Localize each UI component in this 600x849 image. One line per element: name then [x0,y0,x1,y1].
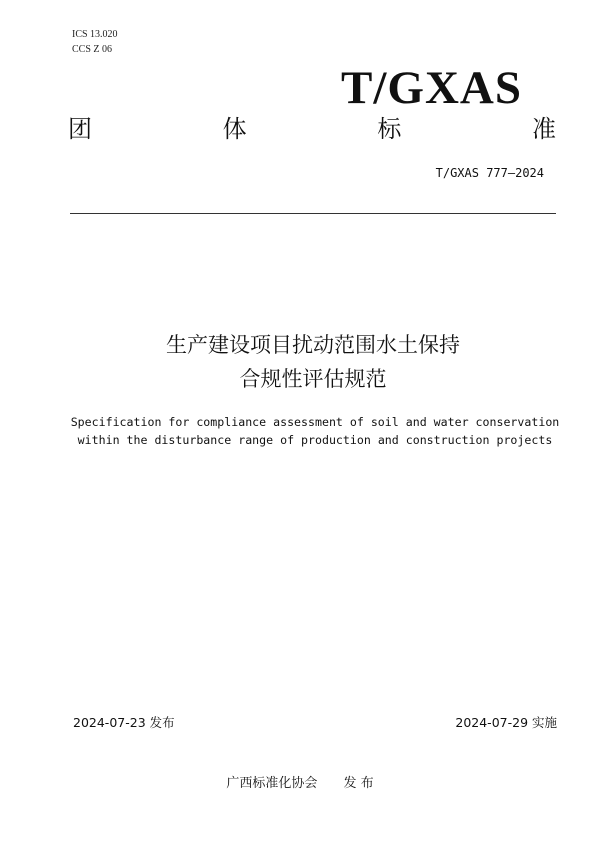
standard-type-char-3: 标 [377,115,402,143]
standard-type-char-2: 体 [222,115,247,143]
title-zh-line-1: 生产建设项目扰动范围水土保持 [166,333,460,357]
standard-type-heading [68,114,556,144]
ccs-code: CCS Z 06 [72,44,113,55]
issuer-line [0,774,600,794]
standard-type-char-4: 准 [531,115,556,143]
issuer-action: 发 布 [343,776,374,791]
standard-type-char-1: 团 [68,115,92,143]
standard-brand: T/GXAS [341,62,522,114]
header-divider [70,213,556,214]
title-zh-line-2: 合规性评估规范 [239,367,387,391]
title-en-line-1: Specification for compliance assessment of soil and water conservation [70,415,560,429]
standard-number: T/GXAS 777—2024 [435,166,544,180]
ics-code: ICS 13.020 [72,29,118,40]
implementation-date: 2024-07-29 实施 [455,715,557,730]
issuer-organization: 广西标准化协会 [226,776,318,791]
publish-date: 2024-07-23 发布 [73,715,175,730]
title-en-line-2: within the disturbance range of production and construction projects [77,433,553,447]
